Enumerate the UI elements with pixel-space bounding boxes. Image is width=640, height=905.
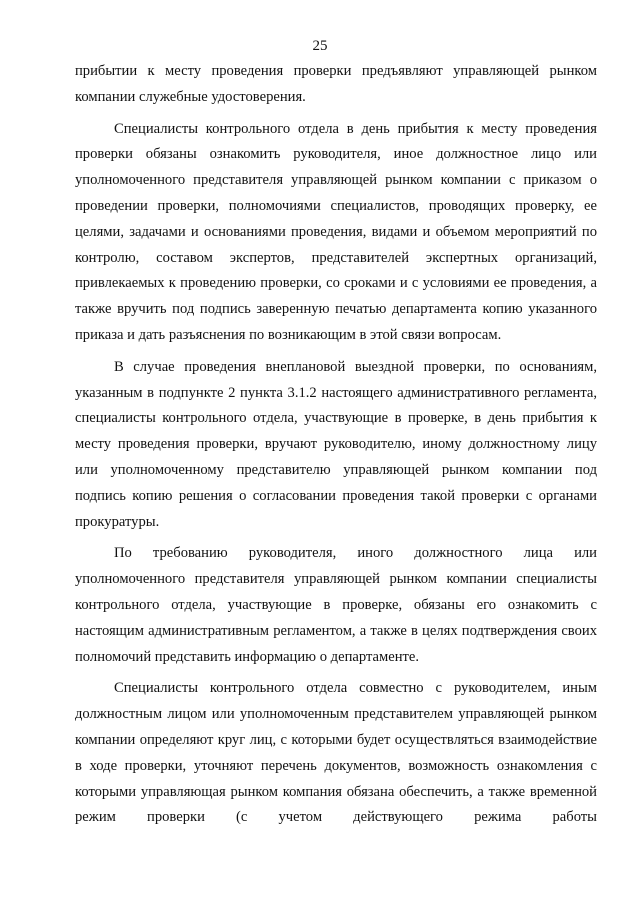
document-body [75,59,597,837]
paragraph-unscheduled-inspection: В случае проведения внеплановой выездной проверки, по основаниям, указанным в подпункте 2 пункта 3.1.2 настоящего административного регламента, специалисты контрольного отдела, участвующие в проверке, в день прибытия к месту проведения проверки, вручают руководителю, иному должностному лицу или уполномоченному представителю управляющей рынком компании под подпись копию решения о согласовании проведения такой проверки с органами прокуратуры. [75,358,597,530]
paragraph-regulation-request: По требованию руководителя, иного должностного лица или уполномоченного представителя управляющей рынком компании специалисты контрольного отдела, участвующие в проверке, обязаны его ознакомить с настоящим административным регламентом, а также в целях подтверждения своих полномочий представить информацию о департаменте. [75,545,597,665]
paragraph-interaction-scope: Специалисты контрольного отдела совместно с руководителем, иным должностным лицом или уполномоченным представителем управляющей рынком компании определяют круг лиц, с которыми будет осуществляться взаимодействие в ходе проверки, уточняют перечень документов, возможность ознакомления с которыми управляющая рынком компания обязана обеспечить, а также временной режим проверки (с учетом действующего режима работы [75,680,597,826]
paragraph-familiarization: Специалисты контрольного отдела в день прибытия к месту проведения проверки обязаны ознакомить руководителя, иное должностное лицо или уполномоченного представителя управляющей рынком компании с приказом о проведении проверки, полномочиями специалистов, проводящих проверку, ее целями, задачами и основаниями проведения, видами и объемом мероприятий по контролю, составом экспертов, представителей экспертных организаций, привлекаемых к проведению проверки, со сроками и с условиями ее проведения, а также вручить под подпись заверенную печатью департамента копию указанного приказа и дать разъяснения по возникающим в этой связи вопросам. [75,120,597,343]
page-number: 25 [312,38,328,54]
paragraph-continuation: прибытии к месту проведения проверки предъявляют управляющей рынком компании служебные удостоверения. [75,63,597,105]
